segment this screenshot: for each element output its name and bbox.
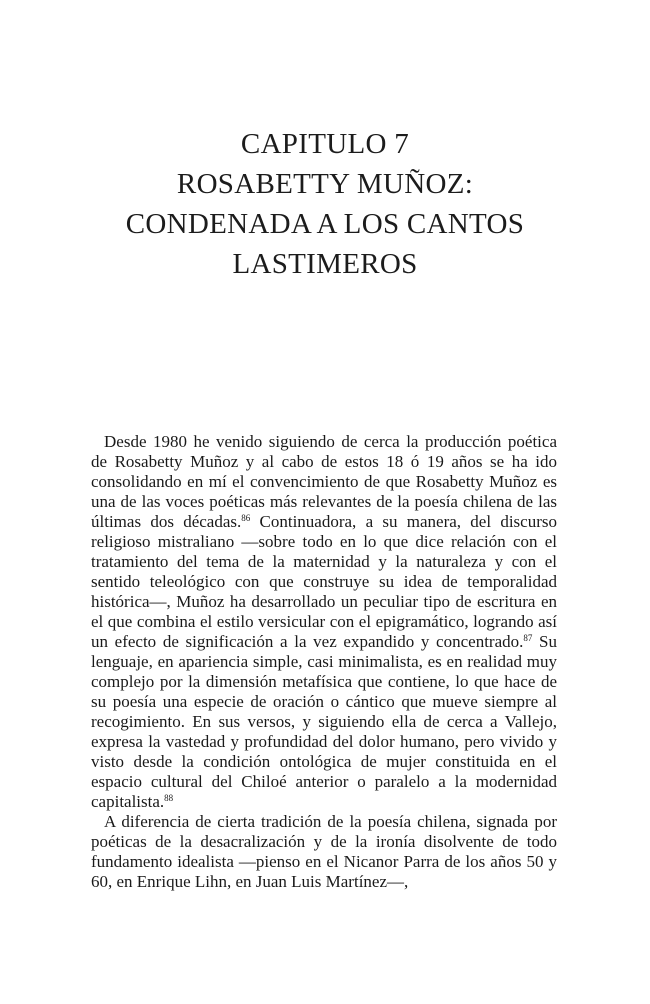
body-text — [91, 432, 557, 892]
chapter-heading — [0, 124, 650, 284]
paragraph-text: Desde 1980 he venido siguiendo de cerca la producción poética de Rosabetty Muñoz y al cabo de estos 18 ó 19 años se ha ido consolidando en mí el convencimiento de que Rosabetty Muñoz es una de las voces poéticas más relevantes de la poesía chilena de las últimas dos décadas. — [91, 432, 557, 531]
paragraph — [91, 432, 557, 812]
paragraph-text: Su lenguaje, en apariencia simple, casi minimalista, es en realidad muy complejo por la dimensión metafísica que contiene, lo que hace de su poesía una especie de oración o cántico que mueve siempre al recogimiento. En sus versos, y siguiendo ella de cerca a Vallejo, expresa la vastedad y profundidad del dolor humano, pero vivido y visto desde la condición ontológica de mujer constituida en el espacio cultural del Chiloé anterior o paralelo a la modernidad capitalista. — [91, 632, 557, 811]
paragraph-text: Continuadora, a su manera, del discurso religioso mistraliano —sobre todo en lo que dice relación con el tratamiento del tema de la maternidad y la naturaleza y con el sentido teleológico con que construye su idea de temporalidad histórica—, Muñoz ha desarrollado un peculiar tipo de escritura en el que combina el estilo versicular con el epigramático, logrando así un efecto de significación a la vez expandido y concentrado. — [91, 512, 557, 651]
chapter-number: CAPITULO 7 — [240, 128, 410, 160]
chapter-title-line-1: ROSABETTY MUÑOZ: — [176, 168, 474, 200]
footnote-reference: 86 — [241, 513, 251, 523]
chapter-title-line-3: LASTIMEROS — [232, 248, 418, 280]
paragraph — [91, 812, 557, 892]
chapter-title-line-2: CONDENADA A LOS CANTOS — [125, 208, 525, 240]
paragraph-text: A diferencia de cierta tradición de la poesía chilena, signada por poéticas de la desacralización y de la ironía disolvente de todo fundamento idealista —pienso en el Nicanor Parra de los años 50 y 60, en Enrique Lihn, en Juan Luis Martínez—, — [91, 812, 557, 891]
footnote-reference: 88 — [164, 793, 174, 803]
footnote-reference: 87 — [523, 633, 533, 643]
